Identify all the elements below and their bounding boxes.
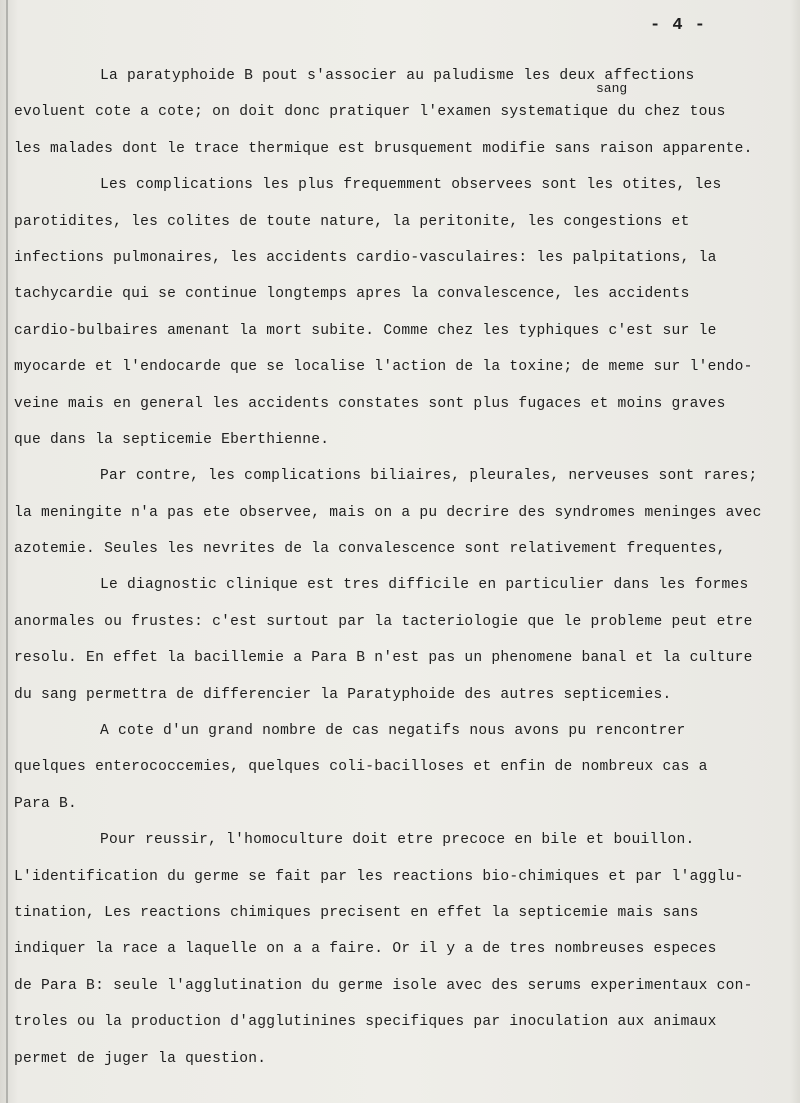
text-line: tachycardie qui se continue longtemps apres la convalescence, les accidents	[14, 286, 690, 303]
text-line: La paratyphoide B pout s'associer au paludisme les deux affections	[100, 68, 695, 84]
page-number: - 4 -	[650, 16, 707, 35]
text-line: Pour reussir, l'homoculture doit etre precoce en bile et bouillon.	[100, 832, 695, 849]
text-line: du sang permettra de differencier la Paratyphoide des autres septicemies.	[14, 686, 672, 703]
text-line: myocarde et l'endocarde que se localise l'action de la toxine; de meme sur l'endo-	[14, 359, 753, 376]
text-line: de Para B: seule l'agglutination du germe isole avec des serums experimentaux con-	[14, 977, 753, 994]
text-line: la meningite n'a pas ete observee, mais on a pu decrire des syndromes meninges avec	[14, 504, 762, 521]
text-line: infections pulmonaires, les accidents cardio-vasculaires: les palpitations, la	[14, 249, 717, 266]
text-line: azotemie. Seules les nevrites de la convalescence sont relativement frequentes,	[14, 541, 726, 558]
text-line: parotidites, les colites de toute nature, la peritonite, les congestions et	[14, 213, 690, 230]
text-line: indiquer la race a laquelle on a a faire. Or il y a de tres nombreuses especes	[14, 941, 717, 958]
margin-note: sang	[596, 81, 628, 96]
text-line: cardio-bulbaires amenant la mort subite. Comme chez les typhiques c'est sur le	[14, 322, 717, 339]
text-line: L'identification du germe se fait par les reactions bio-chimiques et par l'agglu-	[14, 868, 744, 885]
text-line: que dans la septicemie Eberthienne.	[14, 431, 330, 448]
body-text	[14, 58, 784, 1077]
text-line: quelques enterococcemies, quelques coli-bacilloses et enfin de nombreux cas a	[14, 759, 708, 776]
text-line: tination, Les reactions chimiques precisent en effet la septicemie mais sans	[14, 904, 699, 921]
text-line: veine mais en general les accidents constates sont plus fugaces et moins graves	[14, 395, 726, 412]
text-line: anormales ou frustes: c'est surtout par la tacteriologie que le probleme peut etre	[14, 613, 753, 630]
binding-edge	[6, 0, 8, 1103]
text-line: permet de juger la question.	[14, 1050, 267, 1067]
text-line: troles ou la production d'agglutinines specifiques par inoculation aux animaux	[14, 1014, 717, 1031]
text-line: Para B.	[14, 795, 78, 812]
text-line: Le diagnostic clinique est tres difficile en particulier dans les formes	[100, 577, 749, 594]
text-line: evoluent cote a cote; on doit donc pratiquer l'examen systematique du chez tous	[14, 104, 726, 121]
text-line: les malades dont le trace thermique est brusquement modifie sans raison apparente.	[14, 140, 753, 157]
text-line: A cote d'un grand nombre de cas negatifs nous avons pu rencontrer	[100, 723, 686, 740]
text-line: Par contre, les complications biliaires, pleurales, nerveuses sont rares;	[100, 468, 758, 485]
text-line: resolu. En effet la bacillemie a Para B n'est pas un phenomene banal et la culture	[14, 650, 753, 667]
text-line: Les complications les plus frequemment observees sont les otites, les	[100, 177, 722, 194]
